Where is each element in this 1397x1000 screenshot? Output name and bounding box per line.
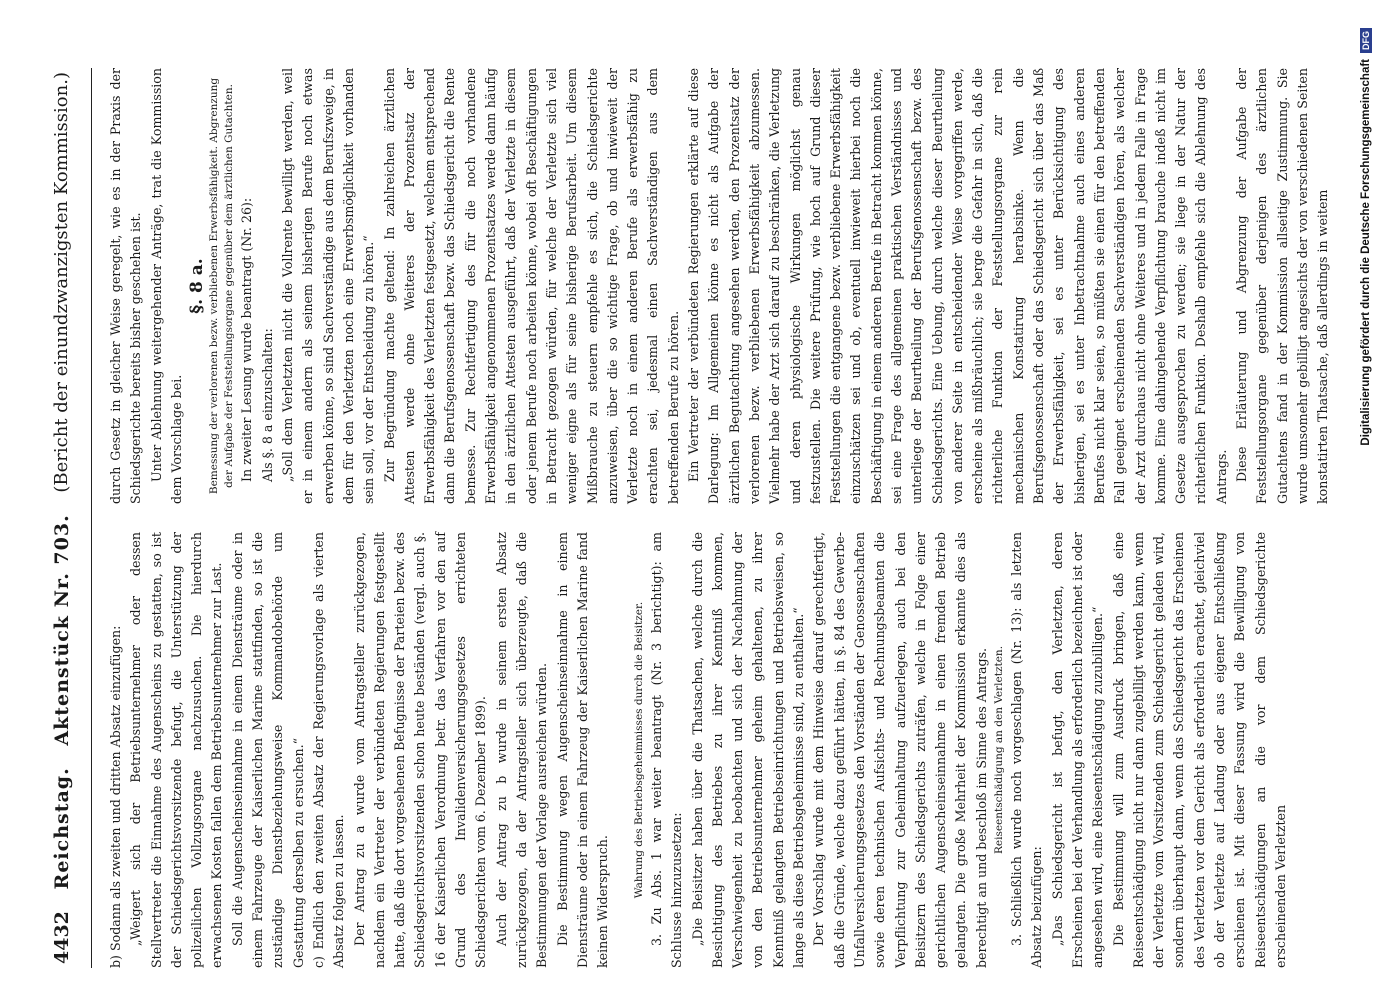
paragraph: „Soll dem Verletzten nicht die Vollrente bewilligt werden, weil er in einem andern als seinem bisherigen Berufe noch etwas erwerben könne, so sind Sachverständige aus dem Berufszweige, in dem für den Verletzten noch eine Erwerbsmöglichkeit vorhanden sein soll, vor der Entscheidung zu hören.“ xyxy=(280,68,377,504)
paragraph: In zweiter Lesung wurde beantragt (Nr. 26): xyxy=(239,197,255,482)
paragraph: Unter Ablehnung weitergehender Anträge, trat die Kommission dem Vorschlage bei. xyxy=(148,68,184,504)
paragraph: „Die Beisitzer haben über die Thatsachen, welche durch die Besichtigung des Betriebes zu ihrer Kenntniß kommen, Verschwiegenheit zu beobachten und sich der Nachahmung der von den Betriebsunternehmer geheim gehaltenen, zu ihrer Kenntniß gelangten Betriebseinrichtungen und Betriebsweisen, so lange als diese Betriebsgeheimnisse sind, zu enthalten.“ xyxy=(689,532,807,968)
paragraph: „Das Schiedsgericht ist befugt, den Verletzten, deren Erscheinen bei der Verhandlung als erforderlich bezeichnet ist oder angesehen wird, eine Reiseentschädigung zuzubilligen.“ xyxy=(1049,532,1106,968)
paragraph: Auch der Antrag zu b wurde in seinem ersten Absatz zurückgezogen, da der Antragsteller sich überzeugte, daß die Bestimmungen der Vorlage ausreichen würden. xyxy=(493,532,550,968)
left-column-top xyxy=(106,532,626,968)
paragraph: Diese Erläuterung und Abgrenzung der Aufgabe der Feststellungsorgane gegenüber derjenigen des ärztlichen Gutachtens fand in der Kommission allseitige Zustimmung. Sie wurde umsomehr gebilligt angesichts der von verschiedenen Seiten konstatirten Thatsache, daß allerdings in weitem xyxy=(1234,68,1331,504)
paragraph: Der Vorschlag wurde mit dem Hinweise darauf gerechtfertigt, daß die Gründe, welche dazu geführt hätten, in §. 84 des Gewerbe-Unfallversicherungsgesetzes den Vorständen der Genossenschaften sowie deren technischen Aufsichts- und Rechnungsbeamten die Verpflichtung zur Geheimhaltung aufzuerlegen, auch bei den Beisitzern des Schiedsgerichts zuträfen, welche in Folge einer gerichtlichen Augenscheinseinnahme in einen fremden Betrieb gelangten. Die große Mehrheit der Kommission erkannte dies als berechtigt an und beschloß im Sinne des Antrags. xyxy=(811,532,989,968)
paragraph: Ein Vertreter der verbündeten Regierungen erklärte auf diese Darlegung: Im Allgemeinen könne es nicht als Aufgabe der ärztlichen Begutachtung angesehen werden, den Prozentsatz der verlorenen bezw. verbliebenen Erwerbsfähigkeit abzumessen. Vielmehr habe der Arzt sich darauf zu beschränken, die Verletzung und deren physiologische Wirkungen möglichst genau festzustellen. Die weitere Prüfung, wie hoch auf Grund dieser Feststellungen die entgangene bezw. verbliebene Erwerbsfähigkeit einzuschätzen sei und ob, eventuell inwieweit hierbei noch die Beschäftigung in einem anderen Berufe in Betracht kommen könne, sei eine Frage des allgemeinen praktischen Verständnisses und unterliege der Beurtheilung der Berufsgenossenschaft bezw. des Schiedsgerichts. Eine Uebung, durch welche dieser Beurtheilung von anderer Seite in entscheidender Weise vorgegriffen werde, erscheine als mißbräuchlich; sie berge die Gefahr in sich, daß die richterliche Funktion der Feststellungsorgane zur rein mechanischen Konstatirung herabsinke. Wenn die Berufsgenossenschaft oder das Schiedsgericht sich über das Maß der Erwerbsfähigkeit, sei es unter Berücksichtigung des bisherigen, sei es unter Inbetrachtnahme auch eines anderen Berufes nicht klar seien, so müßten sie einen für den betreffenden Fall geeignet erscheinenden Sachverständigen hören, als welcher der Arzt durchaus nicht ohne Weiteres und in jedem Falle in Frage komme. Eine dahingehende Verpflichtung brauche indeß nicht im Gesetze ausgesprochen zu werden; sie liege in der Natur der richterlichen Funktion. Deshalb empfehle sich die Ablehnung des Antrags. xyxy=(686,68,1229,504)
section-heading: Reiseentschädigung an den Verletzten. xyxy=(993,645,1006,855)
paragraph: Der Antrag zu a wurde vom Antragsteller zurückgezogen, nachdem ein Vertreter der verbündeten Regierungen festgestellt hatte, daß die dort vorgesehenen Befugnisse der Parteien bezw. des Schiedsgerichtsvorsitzenden schon heute beständen (vergl. auch §. 16 der Kaiserlichen Verordnung betr. das Verfahren vor den auf Grund des Invalidenversicherungsgesetzes errichteten Schiedsgerichten vom 6. Dezember 1899). xyxy=(351,532,489,968)
left-column-bottom xyxy=(632,532,1291,968)
page-number: 4432 xyxy=(50,911,73,964)
section-heading: Wahrung des Betriebsgeheimnisses durch die Beisitzer. xyxy=(633,601,645,899)
paragraph: Zur Begründung machte geltend: In zahlreichen ärztlichen Attesten werde ohne Weiteres der Prozentsatz der Erwerbsfähigkeit des Verletzten festgesetzt, welchem entsprechend dann die Berufsgenossenschaft bezw. das Schiedsgericht die Rente bemesse. Zur Rechtfertigung des für die noch vorhandene Erwerbsfähigkeit angenommenen Prozentsatzes werde dann häufig in den ärztlichen Attesten ausgeführt, daß der Verletzte in diesem oder jenem Berufe noch arbeiten könne, wobei oft Beschäftigungen in Betracht gezogen würden, für welche der Verletzte sich viel weniger eigne als für seine bisherige Berufsarbeit. Um diesem Mißbrauche zu steuern empfehle es sich, die Schiedsgerichte anzuweisen, über die so wichtige Frage, ob und inwieweit der Verletzte noch in einem anderen Berufe als erwerbsfähig zu erachten sei, jedesmal einen Sachverständigen aus dem betreffenden Berufe zu hören. xyxy=(381,68,681,504)
paragraph: durch Gesetz in gleicher Weise geregelt, wie es in der Praxis der Schiedsgerichte bereits bisher geschehen ist. xyxy=(108,68,144,504)
credit-text: Digitalisierung gefördert durch die Deutsche Forschungsgemeinschaft xyxy=(1360,59,1372,446)
paragraph: „Weigert sich der Betriebsunternehmer oder dessen Stellvertreter die Einnahme des Augenscheins zu gestatten, so ist der Schiedsgerichtsvorsitzende befugt, die Unterstützung der polizeilichen Vollzugsorgane nachzusuchen. Die hierdurch erwachsenen Kosten fallen dem Betriebsunternehmer zur Last. xyxy=(128,532,225,968)
paragraph: Als §. 8 a einzuschalten: xyxy=(259,328,275,482)
credit-line xyxy=(1351,28,1381,972)
right-column xyxy=(106,68,1351,504)
page-header xyxy=(32,68,92,968)
paragraph: Die Bestimmung will zum Ausdruck bringen, daß eine Reiseentschädigung nicht nur dann zugebilligt werden kann, wenn der Verletzte vom Vorsitzenden zum Schiedsgericht geladen wird, sondern überhaupt dann, wenn das Schiedsgericht das Erscheinen des Verletzten vor dem Gericht als erforderlich erachtet, gleichviel ob der Verletzte auf Ladung oder aus eigener Entschließung erschienen ist. Mit dieser Fassung wird die Bewilligung von Reiseentschädigungen an die vor dem Schiedsgerichte erscheinenden Verletzten xyxy=(1110,532,1288,968)
credit-sidebar xyxy=(1351,28,1381,972)
rotated-page xyxy=(32,68,1362,968)
paragraph: 3. Zu Abs. 1 war weiter beantragt (Nr. 3 berichtigt): am Schlusse hinzuzusetzen: xyxy=(649,532,685,968)
paragraph: 3. Schließlich wurde noch vorgeschlagen (Nr. 13): als letzten Absatz beizufügen: xyxy=(1009,532,1045,968)
section-heading: Bemessung der verlorenen bezw. verbliebenen Erwerbsfähigkeit. Abgrenzung der Aufgabe der Feststellungsorgane gegenüber dem ärztlichen Gutachten. xyxy=(208,77,236,495)
section-number: §. 8 a. xyxy=(187,258,208,314)
dfg-logo: DFG xyxy=(1360,28,1372,53)
paragraph: c) Endlich den zweiten Absatz der Regierungsvorlage als vierten Absatz folgen zu lassen. xyxy=(310,532,347,968)
document-subtitle: (Bericht der einundzwanzigsten Kommission.) xyxy=(51,72,72,493)
paragraph: Soll die Augenscheinseinnahme in einem Diensträume oder in einem Fahrzeuge der Kaiserlichen Marine stattfinden, so ist die zuständige Dienstbeziehungsweise Kommandobehörde um Gestattung derselben zu ersuchen.“ xyxy=(229,532,306,968)
left-title: Reichstag. xyxy=(50,767,73,890)
paragraph: Die Bestimmung wegen Augenscheinseinnahme in einem Diensträume oder in einem Fahrzeug der Kaiserlichen Marine fand keinen Widerspruch. xyxy=(554,532,611,968)
paragraph: b) Sodann als zweiten und dritten Absatz einzufügen: xyxy=(108,625,123,968)
document-title: Aktenstück Nr. 703. xyxy=(50,514,73,746)
